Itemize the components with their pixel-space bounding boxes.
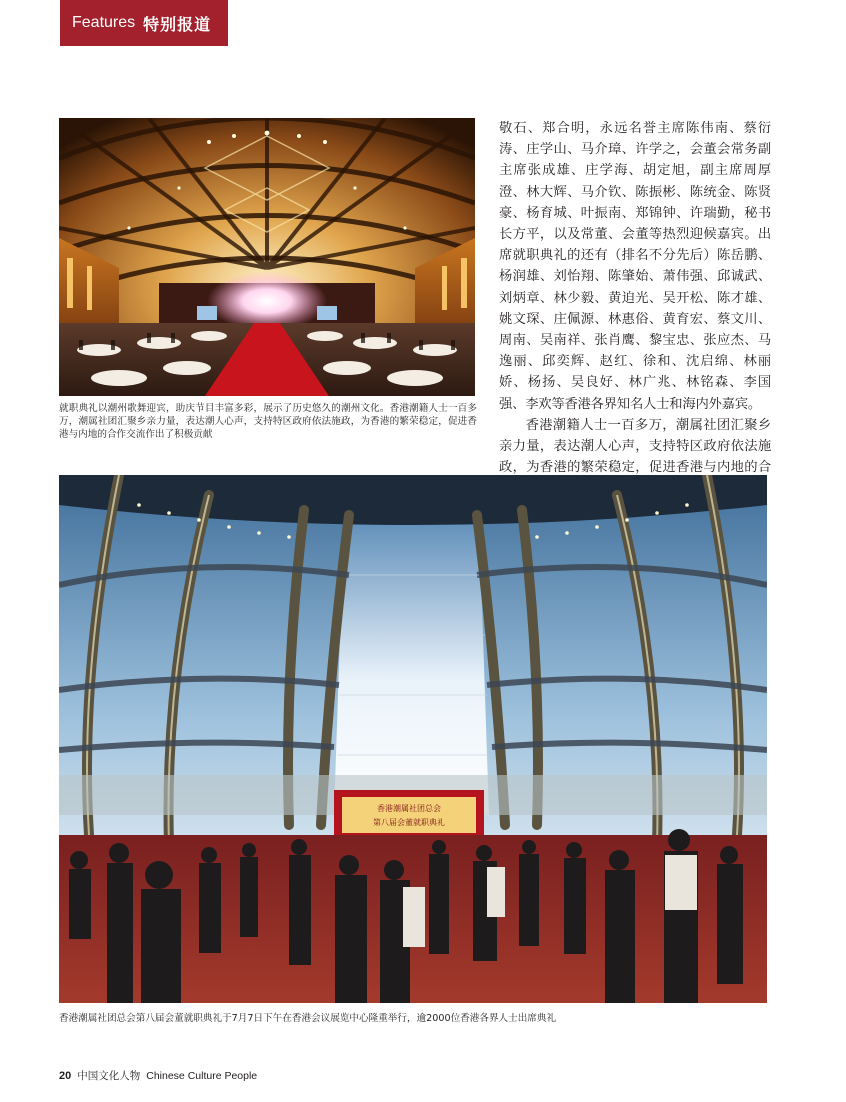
- magazine-name-en: Chinese Culture People: [146, 1070, 258, 1082]
- section-label-cn: 特别报道: [143, 16, 212, 34]
- stage-banner-line2: 第八届会董就职典礼: [373, 818, 445, 827]
- banquet-photo-caption: 就职典礼以潮州歌舞迎宾，助庆节目丰富多彩，展示了历史悠久的潮州文化。香港潮籍人士一百多万，潮属社团汇聚乡亲力量，表达潮人心声，支持特区政府依法施政，为香港的繁荣稳定，促进香港与内地的合作交流作出了积极贡献: [59, 403, 477, 440]
- stage-banner-line1: 香港潮属社团总会: [377, 804, 441, 813]
- section-label-en: Features: [72, 14, 136, 31]
- article-paragraph: 敬石、郑合明，永远名誉主席陈伟南、蔡衍涛、庄学山、马介璋、许学之，会董会常务副主席张成雄、庄学海、胡定旭，副主席周厚澄、林大辉、马介钦、陈振彬、陈统金、陈贤豪、杨育城、叶振南、郑锦钟、许瑞勤，秘书长方平，以及常董、会董等热烈迎候嘉宾。出席就职典礼的还有（排名不分先后）陈岳鹏、杨润雄、刘怡翔、陈肇始、萧伟强、邱诚武、刘炳章、林少毅、黄迫光、吴开松、陈才雄、姚文琛、庄佩源、林惠俗、黄育宏、蔡文川、周南、吴南祥、张肖鹰、黎宝忠、张应杰、马逸丽、邱奕辉、赵红、徐和、沈启绵、林丽娇、杨扬、吴良好、林广兆、林铭森、李国强、李欢等香港各界知名人士和海内外嘉宾。: [499, 121, 771, 412]
- article-paragraph-text: 香港潮籍人士一百多万，潮属社团汇聚乡亲力量，表达潮人心声，支持特区政府依法施政，为香港的繁荣稳定，促进香港与内地的合: [499, 417, 771, 476]
- banquet-hall-photo: [59, 118, 475, 396]
- section-tag: [60, 0, 228, 46]
- magazine-name-cn: 中国文化人物: [77, 1070, 141, 1082]
- ceremony-hall-photo: [59, 475, 767, 1003]
- page-number: 20: [59, 1070, 72, 1082]
- article-text-column: [499, 118, 771, 500]
- ceremony-photo-caption: 香港潮属社团总会第八届会董就职典礼于7月7日下午在香港会议展览中心隆重举行，逾2000位香港各界人士出席典礼: [59, 1013, 557, 1024]
- page-footer: [59, 1068, 257, 1083]
